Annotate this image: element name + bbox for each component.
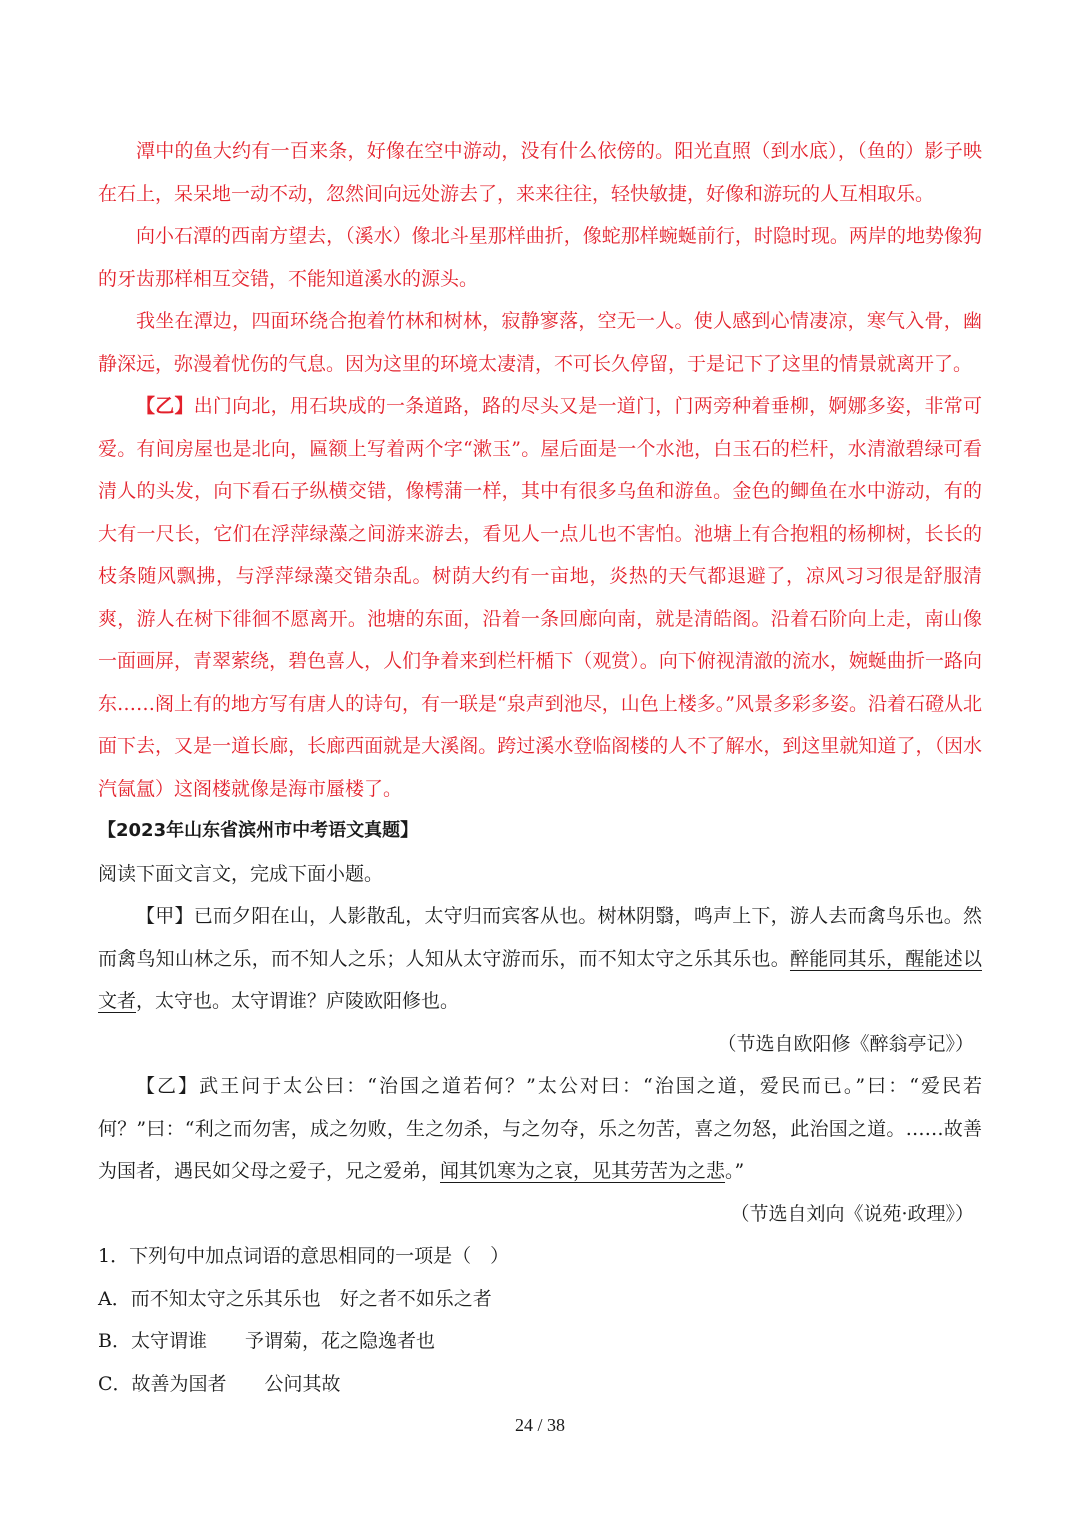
instruction: 阅读下面文言文，完成下面小题。 (98, 862, 384, 885)
passage-jia-text: 【甲】已而夕阳在山，人影散乱，太守归而宾客从也。树林阴翳，鸣声上下，游人去而禽鸟乐也。然而禽鸟知山林之乐，而不知人之乐；人知从太守游而乐，而不知太守之乐其乐也。 (98, 905, 982, 970)
option-c: C．故善为国者 公问其故 (98, 1372, 341, 1395)
page-content (98, 130, 982, 1405)
passage-jia (98, 895, 982, 1023)
passage-jia-end: ，太守也。太守谓谁？庐陵欧阳修也。 (136, 990, 460, 1012)
passage-yi-source: （节选自刘向《说苑·政理》） (730, 1202, 974, 1225)
translation-paragraph-4-text: 出门向北，用石块成的一条道路，路的尽头又是一道门，门两旁种着垂柳，婀娜多姿，非常可爱。有间房屋也是北向，匾额上写着两个字“漱玉”。屋后面是一个水池，白玉石的栏杆，水清澈碧绿可看清人的头发，向下看石子纵横交错，像樗蒲一样，其中有很多乌鱼和游鱼。金色的鲫鱼在水中游动，有的大有一尺长，它们在浮萍绿藻之间游来游去，看见人一点儿也不害怕。池塘上有合抱粗的杨柳树，长长的枝条随风飘拂，与浮萍绿藻交错杂乱。树荫大约有一亩地，炎热的天气都退避了，凉风习习很是舒服清爽，游人在树下徘徊不愿离开。池塘的东面，沿着一条回廊向南，就是清皓阁。沿着石阶向上走，南山像一面画屏，青翠萦绕，碧色喜人，人们争着来到栏杆楯下（观赏）。向下俯视清澈的流水，婉蜒曲折一路向东……阁上有的地方写有唐人的诗句，有一联是“泉声到池尽，山色上楼多。”风景多彩多姿。沿着石磴从北面下去，又是一道长廊，长廊西面就是大溪阁。跨过溪水登临阁楼的人不了解水，到这里就知道了，（因水汽氤氲）这阁楼就像是海市蜃楼了。 (98, 395, 982, 800)
passage-jia-source: （节选自欧阳修《醉翁亭记》） (717, 1032, 974, 1055)
translation-paragraph-2: 向小石潭的西南方望去，（溪水）像北斗星那样曲折，像蛇那样蜿蜒前行，时隐时现。两岸的地势像狗的牙齿那样相互交错，不能知道溪水的源头。 (98, 225, 982, 290)
translation-paragraph-3: 我坐在潭边，四面环绕合抱着竹林和树林，寂静寥落，空无一人。使人感到心情凄凉，寒气入骨，幽静深远，弥漫着忧伤的气息。因为这里的环境太凄清，不可长久停留，于是记下了这里的情景就离开了。 (98, 310, 982, 375)
passage-yi (98, 1065, 982, 1193)
passage-yi-text: 【乙】武王问于太公曰：“治国之道若何？”太公对曰：“治国之道，爱民而已。”曰：“爱民若何？”曰：“利之而勿害，成之勿败，生之勿杀，与之勿夺，乐之勿苦，喜之勿怒，此治国之道。……故善为国者，遇民如父母之爱子，兄之爱弟， (98, 1075, 982, 1182)
passage-jia-underlined: 醉能同其乐，醒能述以文者 (98, 947, 982, 1012)
page-number: 24 / 38 (514, 1415, 565, 1435)
translation-paragraph-4 (98, 385, 982, 810)
passage-yi-end: 。” (725, 1160, 745, 1182)
passage-yi-underlined: 闻其饥寒为之哀，见其劳苦为之悲 (440, 1160, 726, 1182)
exam-heading: 【2023年山东省滨州市中考语文真题】 (98, 820, 419, 841)
option-b: B．太守谓谁 予谓菊，花之隐逸者也 (98, 1330, 435, 1352)
yi-label: 【乙】 (136, 395, 194, 417)
question-stem: 1．下列句中加点词语的意思相同的一项是（ ） (98, 1245, 510, 1267)
option-a: A．而不知太守之乐其乐也 好之者不如乐之者 (98, 1287, 492, 1310)
translation-paragraph-1: 潭中的鱼大约有一百来条，好像在空中游动，没有什么依傍的。阳光直照（到水底），（鱼的）影子映在石上，呆呆地一动不动，忽然间向远处游去了，来来往往，轻快敏捷，好像和游玩的人互相取乐。 (98, 140, 982, 205)
